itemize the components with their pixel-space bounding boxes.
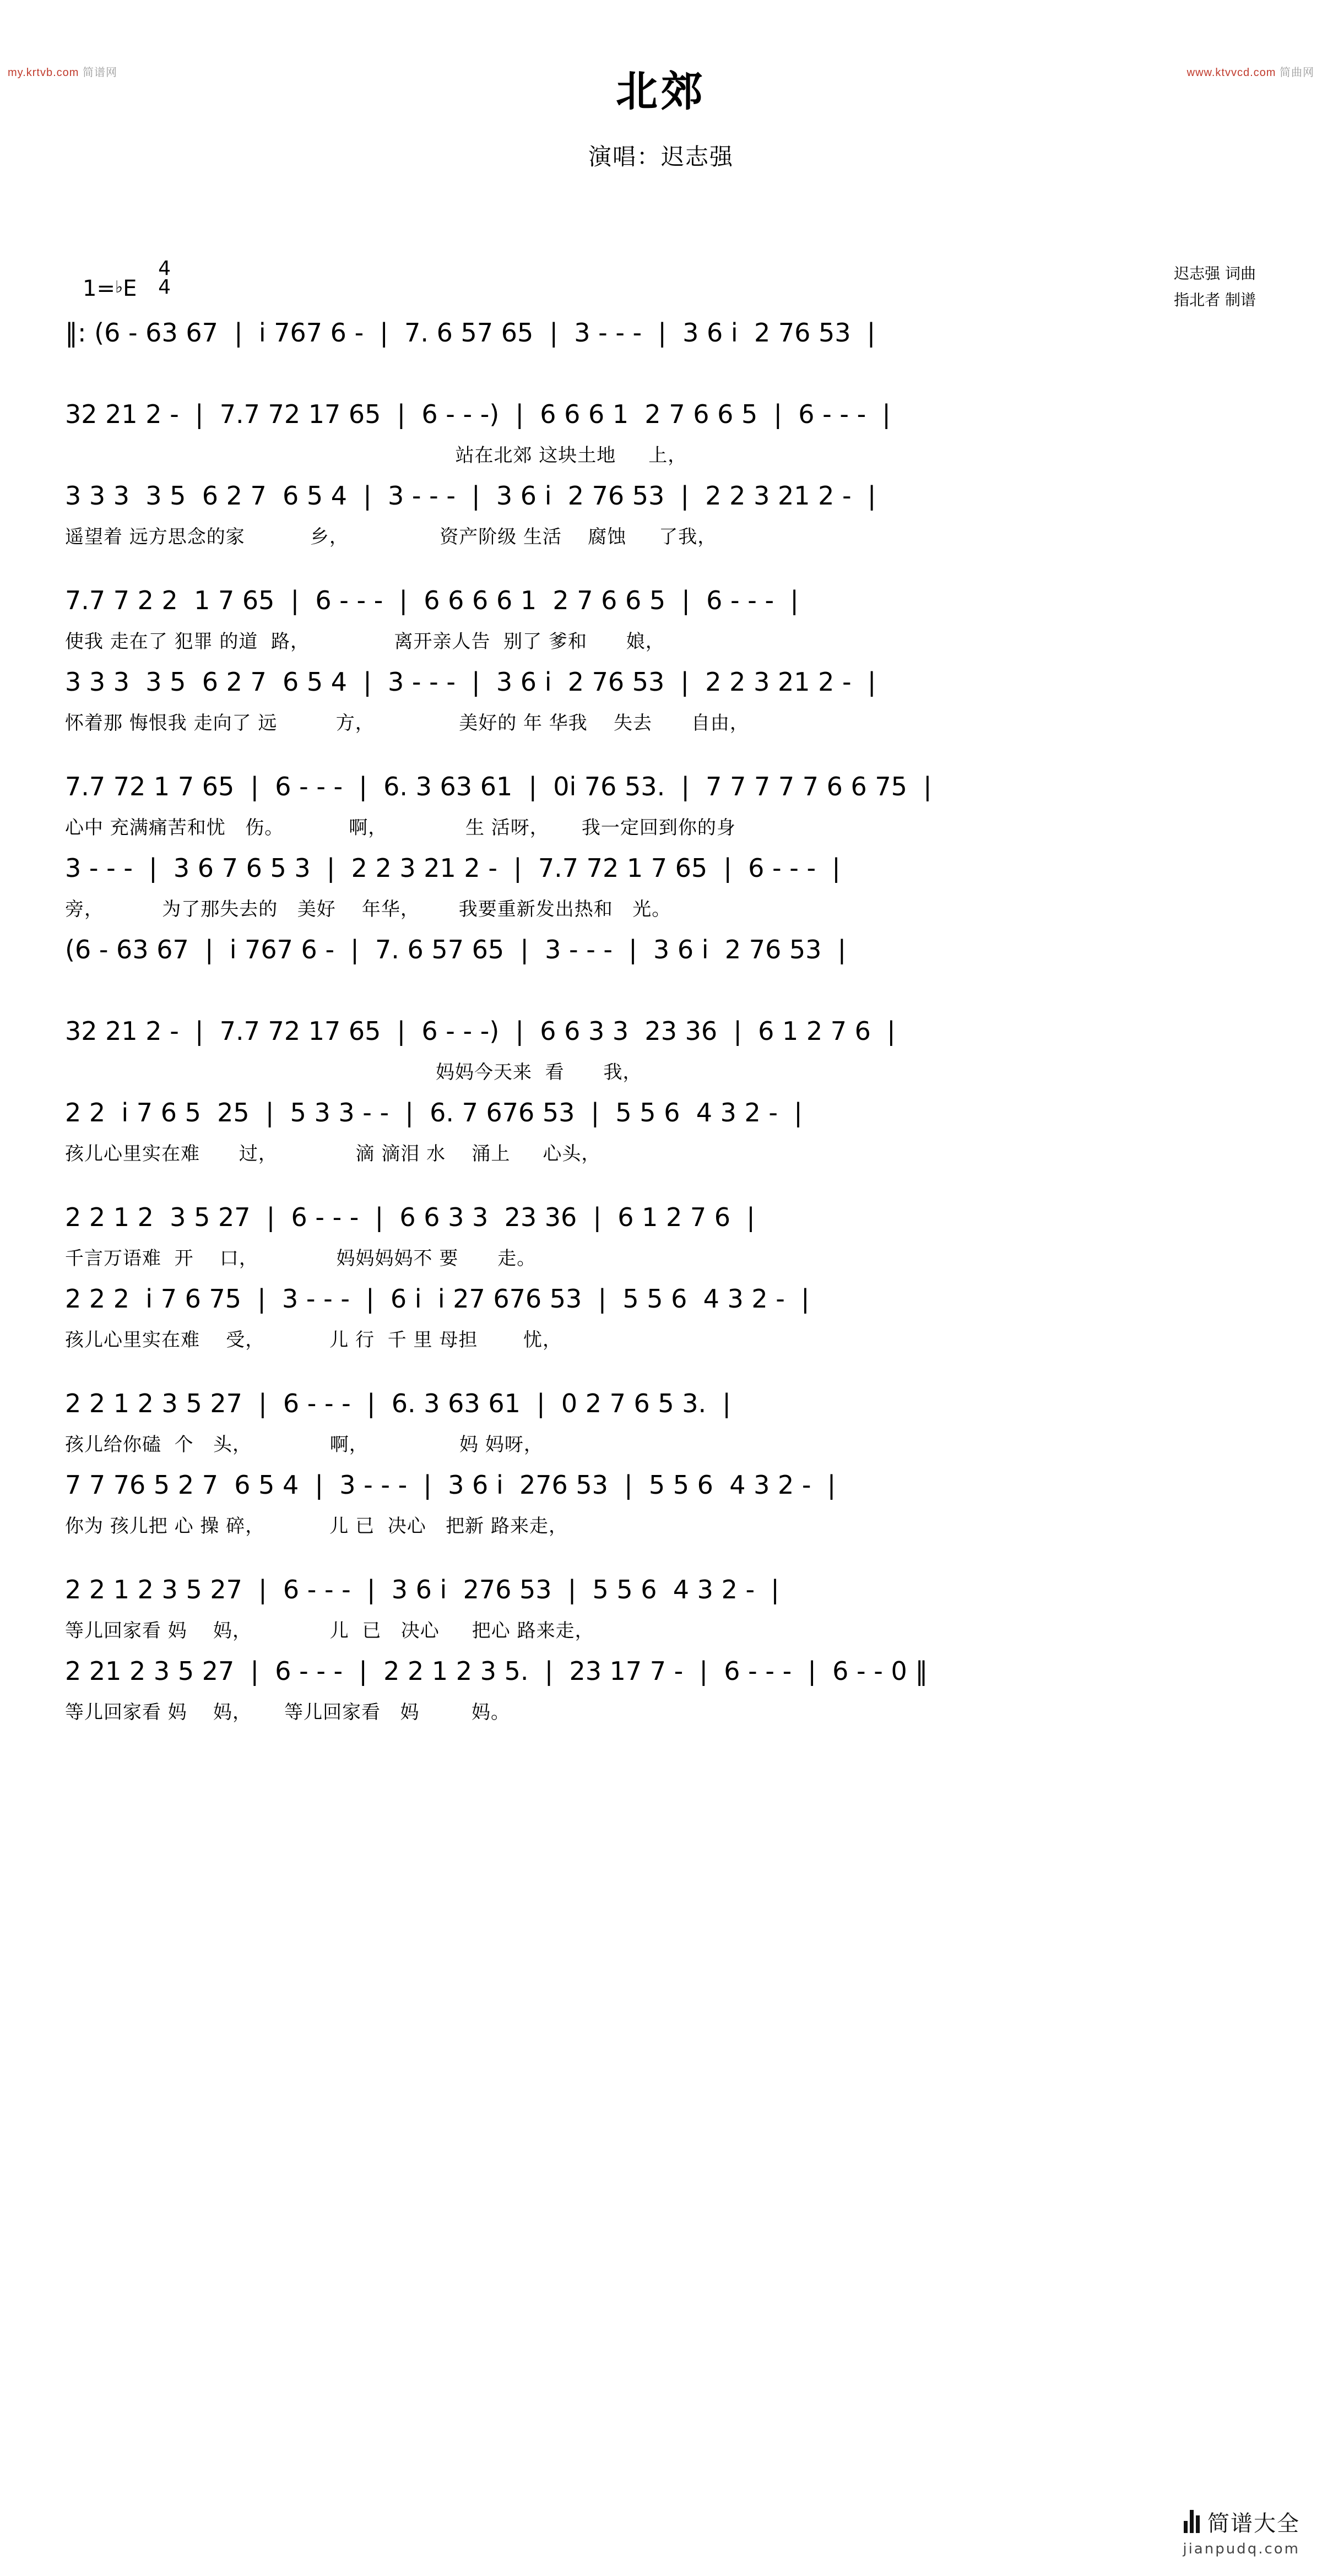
site-url: jianpudq.com [1183, 2541, 1300, 2557]
watermark-top-right [1187, 63, 1314, 79]
note-row: 3 3 3 3 5 6 2 7 6 5 4 | 3 - - - | 3 6 i 2 76 53 | 2 2 3 21 2 - | [65, 481, 876, 511]
credit-lyricist-composer: 迟志强 词曲 [1174, 264, 1256, 283]
score-system [0, 480, 1322, 584]
note-row: 7 7 76 5 2 7 6 5 4 | 3 - - - | 3 6 i 276 53 | 5 5 6 4 3 2 - | [65, 1470, 836, 1500]
lyric-row: 遥望着 远方思念的家 乡， 资产阶级 生活 腐蚀 了我， [65, 526, 717, 548]
lyric-row: 孩儿心里实在难 过， 滴 滴泪 水 涌上 心头， [65, 1143, 601, 1165]
watermark-top-left-label: 简谱网 [82, 67, 117, 79]
score-system [0, 666, 1322, 771]
credits-block [1174, 261, 1256, 313]
lyric-row: 等儿回家看 妈 妈， 儿 已 决心 把心 路来走， [65, 1620, 594, 1642]
singer-line: 演唱：迟志强 [588, 143, 734, 170]
score-system [0, 934, 1322, 1015]
score-system [0, 1469, 1322, 1574]
lyric-row: 旁， 为了那失去的 美好 年华， 我要重新发出热和 光。 [65, 898, 671, 920]
note-row: 2 2 i 7 6 5 25 | 5 3 3 - - | 6. 7 676 53 | 5 5 6 4 3 2 - | [65, 1098, 803, 1127]
score-page [0, 58, 1322, 2576]
lyric-row: 妈妈今天来 看 我， [65, 1061, 642, 1083]
score-system [0, 1655, 1322, 1737]
score-system [0, 1283, 1322, 1387]
site-footer [1183, 2506, 1300, 2557]
page-title: 北郊 [616, 67, 706, 116]
note-row: ‖: (6 - 63 67 | i 767 6 - | 7. 6 57 65 | 3 - - - | 3 6 i 2 76 53 | [65, 318, 876, 348]
watermark-top-left-url: my.krtvb.com [8, 67, 79, 79]
lyric-row: 怀着那 悔恨我 走向了 远 方， 美好的 年 华我 失去 自由， [65, 712, 749, 734]
key-note: E [123, 276, 137, 302]
lyric-row: 孩儿心里实在难 受， 儿 行 千 里 母担 忧， [65, 1329, 562, 1351]
score-system [0, 1097, 1322, 1201]
lyric-row: 使我 走在了 犯罪 的道 路， 离开亲人告 别了 爹和 娘， [65, 631, 665, 653]
note-row: 2 2 1 2 3 5 27 | 6 - - - | 3 6 i 276 53 | 5 5 6 4 3 2 - | [65, 1575, 779, 1604]
note-row: 3 3 3 3 5 6 2 7 6 5 4 | 3 - - - | 3 6 i 2 76 53 | 2 2 3 21 2 - | [65, 667, 876, 697]
note-row: 32 21 2 - | 7.7 72 17 65 | 6 - - -) | 6 6 6 1 2 7 6 6 5 | 6 - - - | [65, 399, 891, 429]
lyric-row: 孩儿给你磕 个 头， 啊， 妈 妈呀， [65, 1434, 543, 1456]
note-row: 2 21 2 3 5 27 | 6 - - - | 2 2 1 2 3 5. | 23 17 7 - | 6 - - - | 6 - - 0 ‖ [65, 1656, 928, 1686]
note-row: 7.7 7 2 2 1 7 65 | 6 - - - | 6 6 6 6 1 2 7 6 6 5 | 6 - - - | [65, 585, 799, 615]
lyric-row: 心中 充满痛苦和忧 伤。 啊， 生 活呀， 我一定回到你的身 [65, 817, 736, 839]
score-system [0, 1015, 1322, 1097]
note-row: 2 2 1 2 3 5 27 | 6 - - - | 6 6 3 3 23 36 | 6 1 2 7 6 | [65, 1202, 755, 1232]
note-row: 32 21 2 - | 7.7 72 17 65 | 6 - - -) | 6 6 3 3 23 36 | 6 1 2 7 6 | [65, 1016, 896, 1046]
score-system [0, 584, 1322, 666]
bars-icon [1184, 2510, 1202, 2539]
key-and-meter [83, 257, 171, 302]
score-system [0, 317, 1322, 398]
notation-body [0, 317, 1322, 1737]
lyric-row: 你为 孩儿把 心 操 碎， 儿 已 决心 把新 路来走， [65, 1515, 568, 1537]
score-system [0, 852, 1322, 934]
key-accidental: ♭ [115, 278, 123, 297]
note-row: (6 - 63 67 | i 767 6 - | 7. 6 57 65 | 3 - - - | 3 6 i 2 76 53 | [65, 935, 847, 964]
time-signature [158, 259, 171, 297]
note-row: 2 2 1 2 3 5 27 | 6 - - - | 6. 3 63 61 | 0 2 7 6 5 3. | [65, 1389, 731, 1418]
lyric-row: 等儿回家看 妈 妈， 等儿回家看 妈 妈。 [65, 1701, 510, 1723]
credit-arranger: 指北者 制谱 [1174, 290, 1256, 309]
score-system [0, 1387, 1322, 1469]
note-row: 3 - - - | 3 6 7 6 5 3 | 2 2 3 21 2 - | 7.7 72 1 7 65 | 6 - - - | [65, 853, 841, 883]
lyric-row: 站在北郊 这块土地 上， [65, 444, 687, 467]
site-name: 简谱大全 [1207, 2511, 1300, 2536]
note-row: 7.7 72 1 7 65 | 6 - - - | 6. 3 63 61 | 0i 76 53. | 7 7 7 7 7 6 6 75 | [65, 772, 932, 801]
score-system [0, 771, 1322, 852]
score-system [0, 398, 1322, 480]
watermark-top-right-url: www.ktvvcd.com [1186, 67, 1276, 79]
watermark-top-left [8, 63, 117, 79]
time-signature-numerator: 4 [158, 257, 171, 280]
score-system [0, 1574, 1322, 1655]
watermark-top-right-label: 简曲网 [1280, 67, 1314, 79]
site-logo [1183, 2506, 1300, 2539]
lyric-row: 千言万语难 开 口， 妈妈妈妈不 要 走。 [65, 1248, 537, 1270]
key-label: 1= [83, 276, 115, 302]
time-signature-denominator: 4 [158, 276, 171, 299]
note-row: 2 2 2 i 7 6 75 | 3 - - - | 6 i i 27 676 53 | 5 5 6 4 3 2 - | [65, 1284, 810, 1314]
score-system [0, 1201, 1322, 1283]
